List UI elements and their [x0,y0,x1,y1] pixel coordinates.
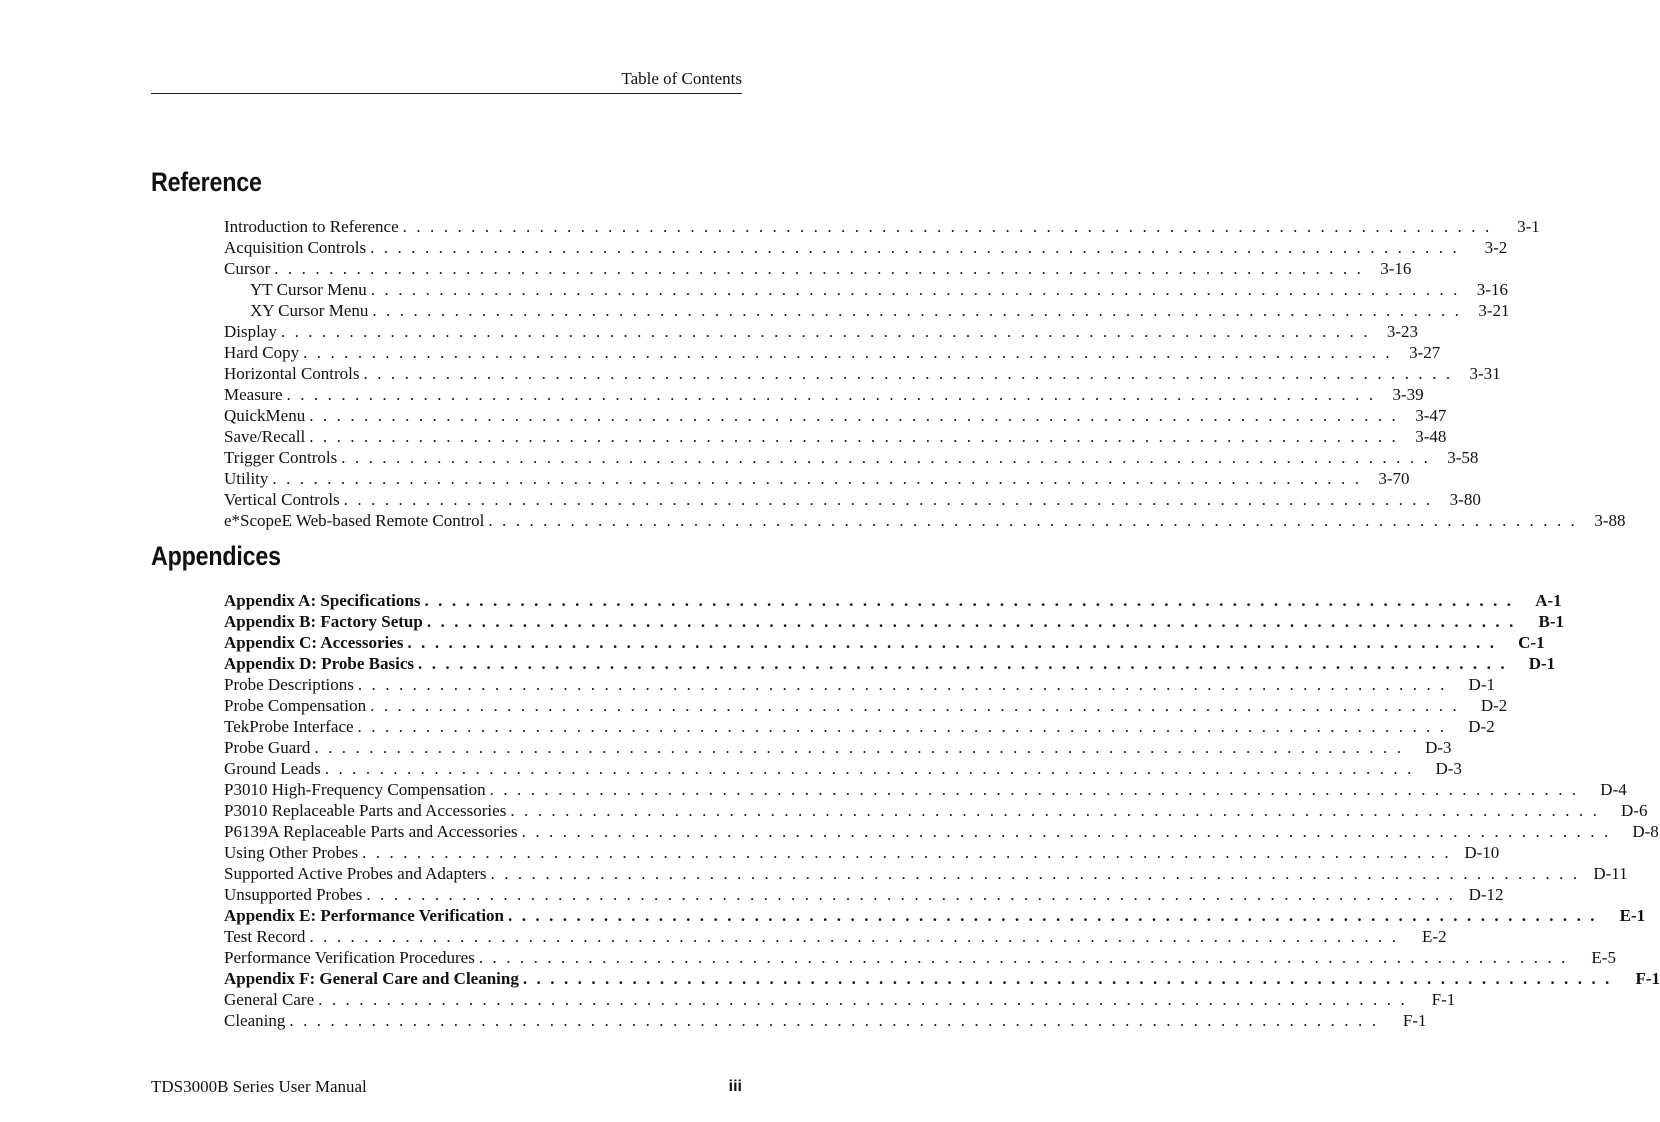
toc-entry[interactable] [224,968,1660,989]
toc-entry-label: Save/Recall [224,427,306,446]
toc-entry[interactable] [224,926,1447,947]
toc-entry[interactable] [224,842,1500,863]
toc-entry[interactable] [224,989,1456,1010]
toc-entry[interactable] [224,779,1627,800]
toc-entry-label: P3010 High-Frequency Compensation [224,780,486,799]
toc-entry[interactable] [224,905,1646,926]
toc-entry-label: General Care [224,990,315,1009]
toc-entry-page: D-11 [1593,864,1628,883]
toc-dot-leader: . . . . . . . . . . . . . . . . . . . . . . . . . . . . . . . . . . . . . . . . . . . . . . . . . . . . . . . . . . . . . . . . . . . . . . . . . . . . . . . . [362,843,1452,862]
toc-dot-leader: . . . . . . . . . . . . . . . . . . . . . . . . . . . . . . . . . . . . . . . . . . . . . . . . . . . . . . . . . . . . . . . . . . . . . . . . . . . . . . . . [309,427,1399,446]
toc-dot-leader: . . . . . . . . . . . . . . . . . . . . . . . . . . . . . . . . . . . . . . . . . . . . . . . . . . . . . . . . . . . . . . . . . . . . . . . . . . . . . . . . [418,654,1508,673]
toc-entry[interactable] [224,800,1648,821]
toc-entry-page: 3-39 [1392,385,1424,404]
toc-entry-page: 3-58 [1447,448,1479,467]
toc-entry-page: D-6 [1621,801,1648,820]
toc-entry[interactable] [224,611,1564,632]
toc-entry-page: 3-16 [1476,280,1508,299]
toc-dot-leader: . . . . . . . . . . . . . . . . . . . . . . . . . . . . . . . . . . . . . . . . . . . . . . . . . . . . . . . . . . . . . . . . . . . . . . . . . . . . . . . . [318,990,1408,1009]
toc-dot-leader: . . . . . . . . . . . . . . . . . . . . . . . . . . . . . . . . . . . . . . . . . . . . . . . . . . . . . . . . . . . . . . . . . . . . . . . . . . . . . . . . [280,322,1371,341]
toc-entry-label: Performance Verification Procedures [224,948,475,967]
toc-entry-page: D-3 [1425,738,1452,757]
toc-entry-label: Display [224,322,277,341]
toc-entry-label: P3010 Replaceable Parts and Accessories [224,801,507,820]
toc-dot-leader: . . . . . . . . . . . . . . . . . . . . . . . . . . . . . . . . . . . . . . . . . . . . . . . . . . . . . . . . . . . . . . . . . . . . . . . . . . . . . . . . [357,675,1447,694]
toc-entry[interactable] [224,468,1410,489]
toc-entry[interactable] [224,674,1495,695]
toc-entry-label: Supported Active Probes and Adapters [224,864,487,883]
toc-list-reference [224,216,1626,531]
toc-entry-page: D-3 [1435,759,1462,778]
toc-dot-leader: . . . . . . . . . . . . . . . . . . . . . . . . . . . . . . . . . . . . . . . . . . . . . . . . . . . . . . . . . . . . . . . . . . . . . . . . . . . . . . . . [489,780,1579,799]
toc-entry-label: Unsupported Probes [224,885,363,904]
toc-dot-leader: . . . . . . . . . . . . . . . . . . . . . . . . . . . . . . . . . . . . . . . . . . . . . . . . . . . . . . . . . . . . . . . . . . . . . . . . . . . . . . . . [274,259,1364,278]
toc-entry-label: Introduction to Reference [224,217,399,236]
toc-entry-label: Vertical Controls [224,490,340,509]
section-heading-appendices: Appendices [151,541,281,571]
toc-entry-label: Cursor [224,259,271,278]
toc-entry-page: D-10 [1464,843,1500,862]
toc-entry-page: D-2 [1468,717,1495,736]
toc-entry-label: Appendix A: Specifications [224,591,421,610]
toc-dot-leader: . . . . . . . . . . . . . . . . . . . . . . . . . . . . . . . . . . . . . . . . . . . . . . . . . . . . . . . . . . . . . . . . . . . . . . . . . . . . . . . . [357,717,1447,736]
toc-dot-leader: . . . . . . . . . . . . . . . . . . . . . . . . . . . . . . . . . . . . . . . . . . . . . . . . . . . . . . . . . . . . . . . . . . . . . . . . . . . . . . . . [372,301,1462,320]
toc-entry[interactable] [224,695,1508,716]
toc-entry-page: A-1 [1535,591,1562,610]
toc-entry-label: TekProbe Interface [224,717,354,736]
toc-dot-leader: . . . . . . . . . . . . . . . . . . . . . . . . . . . . . . . . . . . . . . . . . . . . . . . . . . . . . . . . . . . . . . . . . . . . . . . . . . . . . . . . [366,885,1456,904]
toc-dot-leader: . . . . . . . . . . . . . . . . . . . . . . . . . . . . . . . . . . . . . . . . . . . . . . . . . . . . . . . . . . . . . . . . . . . . . . . . . . . . . . . . [490,864,1580,883]
toc-entry-label: Trigger Controls [224,448,338,467]
toc-entry-page: F-1 [1402,1011,1427,1030]
toc-entry-page: 3-23 [1386,322,1419,341]
toc-dot-leader: . . . . . . . . . . . . . . . . . . . . . . . . . . . . . . . . . . . . . . . . . . . . . . . . . . . . . . . . . . . . . . . . . . . . . . . . . . . . . . . . [510,801,1600,820]
toc-entry-page: 3-1 [1517,217,1540,236]
toc-entry[interactable] [224,590,1562,611]
toc-dot-leader: . . . . . . . . . . . . . . . . . . . . . . . . . . . . . . . . . . . . . . . . . . . . . . . . . . . . . . . . . . . . . . . . . . . . . . . . . . . . . . . . [370,238,1460,257]
toc-entry-page: 3-27 [1409,343,1441,362]
section-heading-reference: Reference [151,167,262,197]
toc-entry-label: e*ScopeE Web-based Remote Control [224,511,485,530]
toc-dot-leader: . . . . . . . . . . . . . . . . . . . . . . . . . . . . . . . . . . . . . . . . . . . . . . . . . . . . . . . . . . . . . . . . . . . . . . . . . . . . . . . . [508,906,1598,925]
toc-dot-leader: . . . . . . . . . . . . . . . . . . . . . . . . . . . . . . . . . . . . . . . . . . . . . . . . . . . . . . . . . . . . . . . . . . . . . . . . . . . . . . . . [343,490,1433,509]
toc-dot-leader: . . . . . . . . . . . . . . . . . . . . . . . . . . . . . . . . . . . . . . . . . . . . . . . . . . . . . . . . . . . . . . . . . . . . . . . . . . . . . . . . [478,948,1568,967]
toc-dot-leader: . . . . . . . . . . . . . . . . . . . . . . . . . . . . . . . . . . . . . . . . . . . . . . . . . . . . . . . . . . . . . . . . . . . . . . . . . . . . . . . . [272,469,1362,488]
toc-entry-label: Utility [224,469,269,488]
toc-entry-label: P6139A Replaceable Parts and Accessories [224,822,518,841]
toc-entry[interactable] [224,363,1501,384]
toc-dot-leader: . . . . . . . . . . . . . . . . . . . . . . . . . . . . . . . . . . . . . . . . . . . . . . . . . . . . . . . . . . . . . . . . . . . . . . . . . . . . . . . . [370,696,1460,715]
toc-entry[interactable] [224,405,1447,426]
toc-entry-label: Probe Descriptions [224,675,354,694]
toc-entry-label: Test Record [224,927,306,946]
toc-entry-label: Probe Compensation [224,696,367,715]
toc-list-appendices [224,590,1660,1031]
toc-entry-page: C-1 [1518,633,1545,652]
toc-entry[interactable] [224,863,1628,884]
toc-dot-leader: . . . . . . . . . . . . . . . . . . . . . . . . . . . . . . . . . . . . . . . . . . . . . . . . . . . . . . . . . . . . . . . . . . . . . . . . . . . . . . . . [286,385,1376,404]
toc-entry[interactable] [224,237,1508,258]
toc-entry[interactable] [224,426,1447,447]
running-header: Table of Contents [621,69,742,88]
toc-entry-label: Appendix D: Probe Basics [224,654,415,673]
toc-dot-leader: . . . . . . . . . . . . . . . . . . . . . . . . . . . . . . . . . . . . . . . . . . . . . . . . . . . . . . . . . . . . . . . . . . . . . . . . . . . . . . . . [402,217,1492,236]
toc-entry[interactable] [224,947,1616,968]
toc-dot-leader: . . . . . . . . . . . . . . . . . . . . . . . . . . . . . . . . . . . . . . . . . . . . . . . . . . . . . . . . . . . . . . . . . . . . . . . . . . . . . . . . [424,591,1514,610]
toc-entry-page: 3-80 [1449,490,1481,509]
toc-dot-leader: . . . . . . . . . . . . . . . . . . . . . . . . . . . . . . . . . . . . . . . . . . . . . . . . . . . . . . . . . . . . . . . . . . . . . . . . . . . . . . . . [309,406,1399,425]
toc-entry-label: Measure [224,385,283,404]
toc-entry-page: 3-48 [1415,427,1447,446]
toc-entry[interactable] [224,737,1452,758]
toc-entry[interactable] [224,510,1626,531]
toc-entry[interactable] [224,279,1508,300]
toc-dot-leader: . . . . . . . . . . . . . . . . . . . . . . . . . . . . . . . . . . . . . . . . . . . . . . . . . . . . . . . . . . . . . . . . . . . . . . . . . . . . . . . . [407,633,1497,652]
toc-entry[interactable] [224,632,1545,653]
toc-entry-page: D-8 [1632,822,1659,841]
toc-entry[interactable] [224,758,1462,779]
toc-entry-page: 3-2 [1484,238,1508,257]
toc-entry-label: Probe Guard [224,738,311,757]
toc-entry[interactable] [224,258,1412,279]
toc-entry[interactable] [224,716,1495,737]
toc-entry-label: XY Cursor Menu [250,301,369,320]
toc-dot-leader: . . . . . . . . . . . . . . . . . . . . . . . . . . . . . . . . . . . . . . . . . . . . . . . . . . . . . . . . . . . . . . . . . . . . . . . . . . . . . . . . [303,343,1393,362]
toc-dot-leader: . . . . . . . . . . . . . . . . . . . . . . . . . . . . . . . . . . . . . . . . . . . . . . . . . . . . . . . . . . . . . . . . . . . . . . . . . . . . . . . . [363,364,1453,383]
toc-dot-leader: . . . . . . . . . . . . . . . . . . . . . . . . . . . . . . . . . . . . . . . . . . . . . . . . . . . . . . . . . . . . . . . . . . . . . . . . . . . . . . . . [309,927,1399,946]
toc-entry[interactable] [224,489,1481,510]
toc-entry[interactable] [224,300,1510,321]
toc-entry[interactable] [224,216,1540,237]
footer-manual-title: TDS3000B Series User Manual [151,1077,367,1096]
toc-dot-leader: . . . . . . . . . . . . . . . . . . . . . . . . . . . . . . . . . . . . . . . . . . . . . . . . . . . . . . . . . . . . . . . . . . . . . . . . . . . . . . . . [521,822,1611,841]
toc-entry-page: 3-16 [1380,259,1412,278]
toc-entry[interactable] [224,447,1479,468]
toc-entry-page: F-1 [1431,990,1456,1009]
toc-entry-label: Hard Copy [224,343,300,362]
toc-entry-page: 3-21 [1478,301,1510,320]
toc-entry[interactable] [224,821,1659,842]
toc-entry-label: Cleaning [224,1011,286,1030]
toc-entry-page: D-4 [1600,780,1627,799]
toc-entry[interactable] [224,384,1424,405]
toc-dot-leader: . . . . . . . . . . . . . . . . . . . . . . . . . . . . . . . . . . . . . . . . . . . . . . . . . . . . . . . . . . . . . . . . . . . . . . . . . . . . . . . . [522,969,1612,988]
toc-entry-page: E-1 [1619,906,1646,925]
toc-entry-page: E-2 [1422,927,1447,946]
toc-entry-label: Using Other Probes [224,843,359,862]
toc-dot-leader: . . . . . . . . . . . . . . . . . . . . . . . . . . . . . . . . . . . . . . . . . . . . . . . . . . . . . . . . . . . . . . . . . . . . . . . . . . . . . . . . [314,738,1404,757]
toc-entry-page: D-12 [1468,885,1504,904]
toc-entry[interactable] [224,342,1441,363]
toc-dot-leader: . . . . . . . . . . . . . . . . . . . . . . . . . . . . . . . . . . . . . . . . . . . . . . . . . . . . . . . . . . . . . . . . . . . . . . . . . . . . . . . . [426,612,1516,631]
toc-entry[interactable] [224,884,1504,905]
toc-entry-page: 3-88 [1594,511,1626,530]
toc-entry-label: Horizontal Controls [224,364,360,383]
toc-entry-page: D-2 [1480,696,1508,715]
toc-dot-leader: . . . . . . . . . . . . . . . . . . . . . . . . . . . . . . . . . . . . . . . . . . . . . . . . . . . . . . . . . . . . . . . . . . . . . . . . . . . . . . . . [324,759,1414,778]
toc-entry-page: F-1 [1635,969,1660,988]
toc-entry-label: Appendix B: Factory Setup [224,612,423,631]
toc-entry-label: QuickMenu [224,406,306,425]
toc-entry-page: D-1 [1528,654,1556,673]
toc-entry-label: Appendix E: Performance Verification [224,906,504,925]
toc-entry-label: Ground Leads [224,759,321,778]
header-rule [151,93,742,94]
toc-entry-label: Acquisition Controls [224,238,367,257]
toc-entry[interactable] [224,653,1556,674]
toc-entry-label: YT Cursor Menu [250,280,367,299]
toc-entry-label: Appendix C: Accessories [224,633,404,652]
toc-entry-page: D-1 [1468,675,1495,694]
toc-entry-page: 3-47 [1415,406,1447,425]
toc-entry-page: 3-70 [1378,469,1410,488]
toc-entry-label: Appendix F: General Care and Cleaning [224,969,519,988]
toc-dot-leader: . . . . . . . . . . . . . . . . . . . . . . . . . . . . . . . . . . . . . . . . . . . . . . . . . . . . . . . . . . . . . . . . . . . . . . . . . . . . . . . . [341,448,1431,467]
toc-entry[interactable] [224,321,1419,342]
toc-entry-page: B-1 [1538,612,1564,631]
toc-entry-page: E-5 [1591,948,1616,967]
toc-dot-leader: . . . . . . . . . . . . . . . . . . . . . . . . . . . . . . . . . . . . . . . . . . . . . . . . . . . . . . . . . . . . . . . . . . . . . . . . . . . . . . . . [488,511,1578,530]
footer-page-number: iii [728,1078,742,1095]
toc-dot-leader: . . . . . . . . . . . . . . . . . . . . . . . . . . . . . . . . . . . . . . . . . . . . . . . . . . . . . . . . . . . . . . . . . . . . . . . . . . . . . . . . [370,280,1460,299]
toc-entry[interactable] [224,1010,1427,1031]
toc-dot-leader: . . . . . . . . . . . . . . . . . . . . . . . . . . . . . . . . . . . . . . . . . . . . . . . . . . . . . . . . . . . . . . . . . . . . . . . . . . . . . . . . [289,1011,1379,1030]
toc-entry-page: 3-31 [1469,364,1501,383]
